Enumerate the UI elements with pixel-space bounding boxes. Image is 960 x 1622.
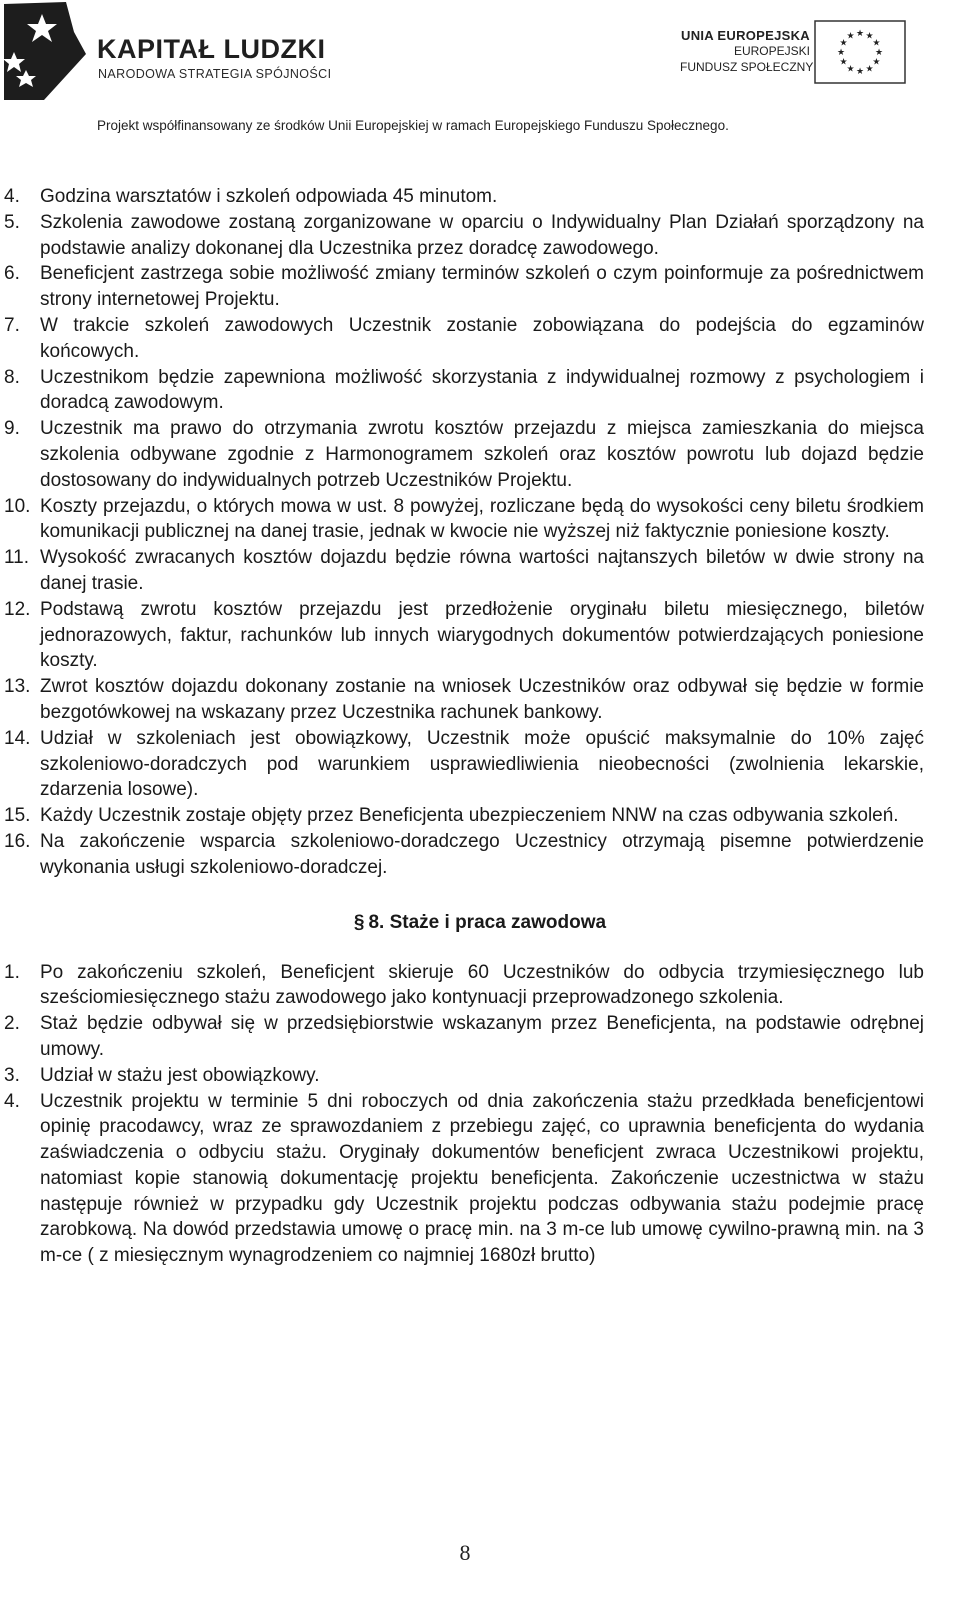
list-item-text: Udział w stażu jest obowiązkowy. bbox=[40, 1064, 320, 1086]
list-item-number: 4. bbox=[4, 186, 20, 207]
page-number: 8 bbox=[459, 1540, 471, 1565]
list-item-number: 4. bbox=[4, 1090, 20, 1112]
list-item bbox=[0, 726, 960, 803]
list-item-number: 15. bbox=[4, 805, 31, 827]
list-item-text: Uczestnik ma prawo do otrzymania zwrotu kosztów przejazdu z miejsca zamieszkania do miejsca szkolenia odbywane zgodnie z Harmonogramem szkoleń oraz kosztów powrotu lub dojazd będzie dostosowany do indywidualnych potrzeb Uczestników Projektu. bbox=[40, 418, 924, 491]
list-item-text: Każdy Uczestnik zostaje objęty przez Beneficjenta ubezpieczeniem NNW na czas odbywania szkoleń. bbox=[40, 805, 899, 827]
list-item bbox=[0, 829, 960, 881]
page-header bbox=[0, 0, 960, 150]
list-item bbox=[0, 494, 960, 546]
list-item-number: 16. bbox=[4, 830, 31, 852]
project-cofinancing-note: Projekt współfinansowany ze środków Unii Europejskiej w ramach Europejskiego Funduszu Społecznego. bbox=[97, 118, 729, 133]
list-item-text: Staż będzie odbywał się w przedsiębiorstwie wskazanym przez Beneficjenta, na podstawie odrębnej umowy. bbox=[40, 1013, 924, 1060]
list-item bbox=[0, 597, 960, 674]
regulation-list-a bbox=[0, 184, 960, 881]
list-item-number: 3. bbox=[4, 1064, 20, 1086]
section-heading bbox=[0, 910, 960, 936]
list-item-number: 5. bbox=[4, 211, 20, 233]
list-item-text: Na zakończenie wsparcia szkoleniowo-doradczego Uczestnicy otrzymają pisemne potwierdzenie wykonania usługi szkoleniowo-doradczej. bbox=[40, 830, 924, 878]
section-title: 8. Staże i praca zawodowa bbox=[368, 911, 607, 933]
eu-flag-icon bbox=[814, 20, 906, 84]
kapital-ludzki-subtitle: NARODOWA STRATEGIA SPÓJNOŚCI bbox=[98, 67, 332, 81]
list-item-number: 11. bbox=[4, 547, 30, 569]
eu-title: UNIA EUROPEJSKA bbox=[681, 28, 810, 43]
list-item-text: W trakcie szkoleń zawodowych Uczestnik zostanie zobowiązana do podejścia do egzaminów końcowych. bbox=[40, 314, 924, 362]
list-item-text: Po zakończeniu szkoleń, Beneficjent skieruje 60 Uczestników do odbycia trzymiesięcznego lub sześciomiesięcznego stażu zawodowego jako kontynuacji przeprowadzonego szkolenia. bbox=[40, 961, 924, 1009]
list-item bbox=[0, 1063, 960, 1089]
list-item-number: 13. bbox=[4, 676, 31, 698]
list-item-number: 14. bbox=[4, 727, 31, 749]
eu-star-icon: ★ bbox=[846, 63, 855, 74]
list-item-text: Beneficjent zastrzega sobie możliwość zmiany terminów szkoleń o czym poinformuje za pośrednictwem strony internetowej Projektu. bbox=[40, 263, 924, 311]
list-item-text: Godzina warsztatów i szkoleń odpowiada 45 minutom. bbox=[40, 186, 498, 207]
list-item-number: 12. bbox=[4, 598, 31, 620]
list-item-number: 7. bbox=[4, 314, 20, 336]
eu-star-icon: ★ bbox=[839, 37, 848, 48]
list-item-text: Wysokość zwracanych kosztów dojazdu będzie równa wartości najtanszych biletów w dwie strony na danej trasie. bbox=[40, 547, 924, 594]
kapital-ludzki-title: KAPITAŁ LUDZKI bbox=[97, 34, 326, 64]
list-item-number: 10. bbox=[4, 495, 31, 517]
list-item-number: 2. bbox=[4, 1013, 20, 1035]
list-item bbox=[0, 365, 960, 417]
list-item-number: 8. bbox=[4, 366, 20, 388]
list-item-number: 1. bbox=[4, 961, 20, 983]
eu-star-icon: ★ bbox=[855, 28, 865, 38]
regulation-list-b bbox=[0, 960, 960, 1270]
section-sign: § bbox=[353, 911, 365, 933]
list-item bbox=[0, 416, 960, 493]
eu-star-icon: ★ bbox=[839, 56, 848, 67]
eu-star-icon: ★ bbox=[846, 30, 855, 41]
list-item-text: Szkolenia zawodowe zostaną zorganizowane w oparciu o Indywidualny Plan Działań sporządzony na podstawie analizy dokonanej dla Uczestnika przez doradcę zawodowego. bbox=[40, 211, 924, 259]
eu-star-icon: ★ bbox=[865, 63, 874, 74]
eu-star-icon: ★ bbox=[855, 66, 865, 76]
list-item-text: Uczestnikom będzie zapewniona możliwość skorzystania z indywidualnej rozmowy z psychologiem i doradcą zawodowym. bbox=[40, 366, 924, 414]
eu-star-icon: ★ bbox=[872, 37, 881, 48]
list-item-number: 9. bbox=[4, 418, 20, 440]
eu-star-icon: ★ bbox=[836, 47, 846, 57]
document-body bbox=[0, 184, 960, 1269]
list-item-text: Udział w szkoleniach jest obowiązkowy, Uczestnik może opuścić maksymalnie do 10% zajęć szkoleniowo-doradczych pod warunkiem usprawiedliwienia nieobecności (zwolnienia lekarskie, zdarzenia losowe). bbox=[40, 727, 924, 801]
list-item-text: Zwrot kosztów dojazdu dokonany zostanie na wniosek Uczestników oraz odbywał się będzie w formie bezgotówkowej na wskazany przez Uczestnika rachunek bankowy. bbox=[40, 676, 924, 723]
eu-star-icon: ★ bbox=[865, 30, 874, 41]
list-item bbox=[0, 674, 960, 726]
list-item bbox=[0, 545, 960, 597]
list-item bbox=[0, 313, 960, 365]
list-item bbox=[0, 803, 960, 829]
list-item-number: 6. bbox=[4, 263, 20, 285]
eu-star-icon: ★ bbox=[872, 56, 881, 67]
list-item-text: Uczestnik projektu w terminie 5 dni roboczych od dnia zakończenia stażu przedkłada beneficjentowi opinię pracodawcy, wraz ze sprawozdaniem z przebiegu zajęć, co uprawnia beneficjenta do wydania zaświadczenia o odbyciu stażu. Oryginały dokumentów beneficjent zwraca Uczestnikowi projektu, natomiast kopie stanowią dokumentację projektu beneficjenta. Zakończenie uczestnictwa w stażu następuje również w przypadku gdy Uczestnik projektu podczas odbywania stażu podejmie pracę zarobkową. Na dowód przedstawia umowę o pracę min. na 3 m-ce lub umowę cywilno-prawną min. na 3 m-ce ( z miesięcznym wynagrodzeniem co najmniej 1680zł brutto) bbox=[40, 1090, 924, 1267]
list-item bbox=[0, 184, 960, 210]
list-item-text: Podstawą zwrotu kosztów przejazdu jest przedłożenie oryginału biletu miesięcznego, biletów jednorazowych, faktur, rachunków lub innych wiarygodnych dokumentów potwierdzających poniesione koszty. bbox=[40, 598, 924, 672]
list-item bbox=[0, 261, 960, 313]
list-item bbox=[0, 960, 960, 1012]
eu-fund-line1: EUROPEJSKI bbox=[733, 44, 810, 58]
list-item bbox=[0, 1089, 960, 1270]
eu-text-block bbox=[680, 28, 814, 75]
list-item-text: Koszty przejazdu, o których mowa w ust. 8 powyżej, rozliczane będą do wysokości ceny biletu środkiem komunikacji publicznej na danej trasie, jednak w kwocie nie wyższej niż faktycznie poniesione koszty. bbox=[40, 495, 924, 543]
list-item bbox=[0, 1011, 960, 1063]
list-item bbox=[0, 210, 960, 262]
eu-fund-line2: FUNDUSZ SPOŁECZNY bbox=[680, 60, 814, 74]
kapital-ludzki-logo bbox=[4, 2, 90, 102]
eu-star-icon: ★ bbox=[874, 47, 884, 57]
